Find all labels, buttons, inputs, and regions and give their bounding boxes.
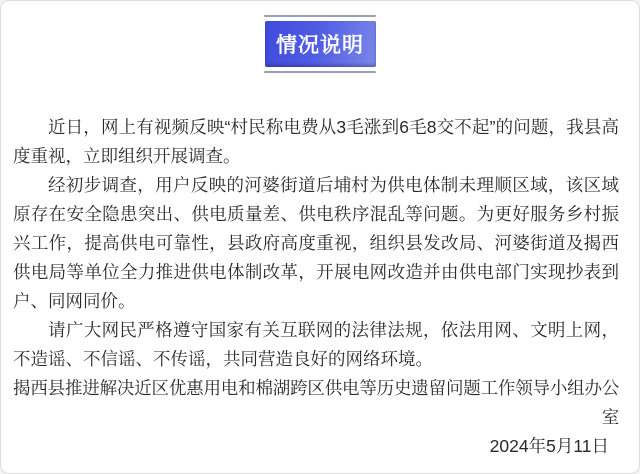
paragraph-netizen-appeal: 请广大网民严格遵守国家有关互联网的法律法规，依法用网、文明上网，不造谣、不信谣、不传谣，共同营造良好的网络环境。	[13, 320, 619, 369]
page-title: 情况说明	[276, 34, 364, 57]
header-rule-top	[264, 15, 376, 17]
signature-issuing-office: 揭西县推进解决近区优惠用电和棉湖跨区供电等历史遗留问题工作领导小组办公室	[13, 378, 619, 427]
statement-body	[1, 113, 639, 461]
statement-date: 2024年5月11日	[489, 436, 609, 456]
title-badge	[265, 21, 376, 67]
header-rule-bottom	[264, 71, 376, 73]
statement-header	[1, 1, 639, 73]
paragraph-findings-and-measures: 经初步调查，用户反映的河婆街道后埔村为供电体制未理顺区域，该区域原存在安全隐患突出、供电质量差、供电秩序混乱等问题。为更好服务乡村振兴工作，提高供电可靠性，县政府高度重视，组织县发改局、河婆街道及揭西供电局等单位全力推进供电体制改革，开展电网改造并由供电部门实现抄表到户、同网同价。	[13, 175, 619, 311]
paragraph-investigation-start: 近日，网上有视频反映“村民称电费从3毛涨到6毛8交不起”的问题，我县高度重视，立即组织开展调查。	[13, 117, 619, 166]
